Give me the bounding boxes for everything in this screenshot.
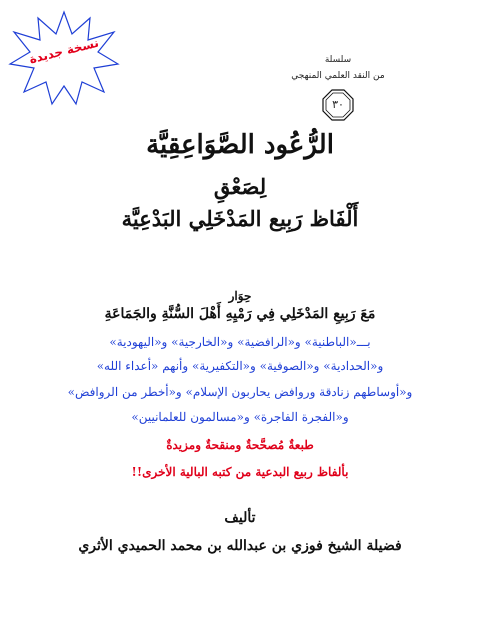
series-info	[278, 52, 398, 122]
accusation-line-1: بـــ«الباطنية» و«الرافضية» و«الخارجية» و«اليهودية»	[109, 335, 371, 349]
author-name: فضيلة الشيخ فوزي بن عبدالله بن محمد الحميدي الأثري	[78, 538, 402, 554]
new-edition-badge	[8, 10, 120, 106]
series-number: ٣٠	[332, 98, 344, 111]
dialogue-label: حِوَار	[228, 289, 252, 303]
accusation-line-4: و«الفجرة الفاجرة» و«مسالمون للعلمانيين»	[131, 410, 349, 424]
book-title: الرُّعُود الصَّوَاعِقِيَّة	[146, 130, 334, 160]
accusation-line-2: و«الحدادية» و«الصوفية» و«التكفيرية» وأنهم «أعداء الله»	[96, 359, 384, 373]
series-subtitle: من النقد العلمي المنهجي	[291, 71, 385, 81]
series-number-badge	[321, 88, 355, 122]
book-subtitle-line1: لِصَعْقِ	[213, 174, 267, 199]
accusation-line-3: و«أوساطهم زنادقة وروافض يحاربون الإسلام» و«أخطر من الروافض»	[67, 385, 413, 399]
series-name: سلسلة	[324, 55, 352, 65]
edition-note: طبعةٌ مُصحَّحةٌ ومنقحةٌ ومزيدةٌ	[166, 438, 314, 452]
authorship-label: تأليف	[224, 510, 256, 526]
new-edition-label: نسخة جديدة	[27, 35, 101, 67]
book-subtitle-line2: أَلْفَاظ رَبِيع المَدْخَلِي البَدْعِيَّة	[121, 206, 359, 231]
edition-addition-note: بألفاظ ربيع البدعية من كتبه البالية الأخرى!!	[131, 465, 349, 479]
dialogue-subject: مَعَ رَبِيعِ المَدْخَلِي فِي رَمْيِهِ أَهْلَ السُّنَّةِ والجَمَاعَةِ	[104, 306, 376, 322]
